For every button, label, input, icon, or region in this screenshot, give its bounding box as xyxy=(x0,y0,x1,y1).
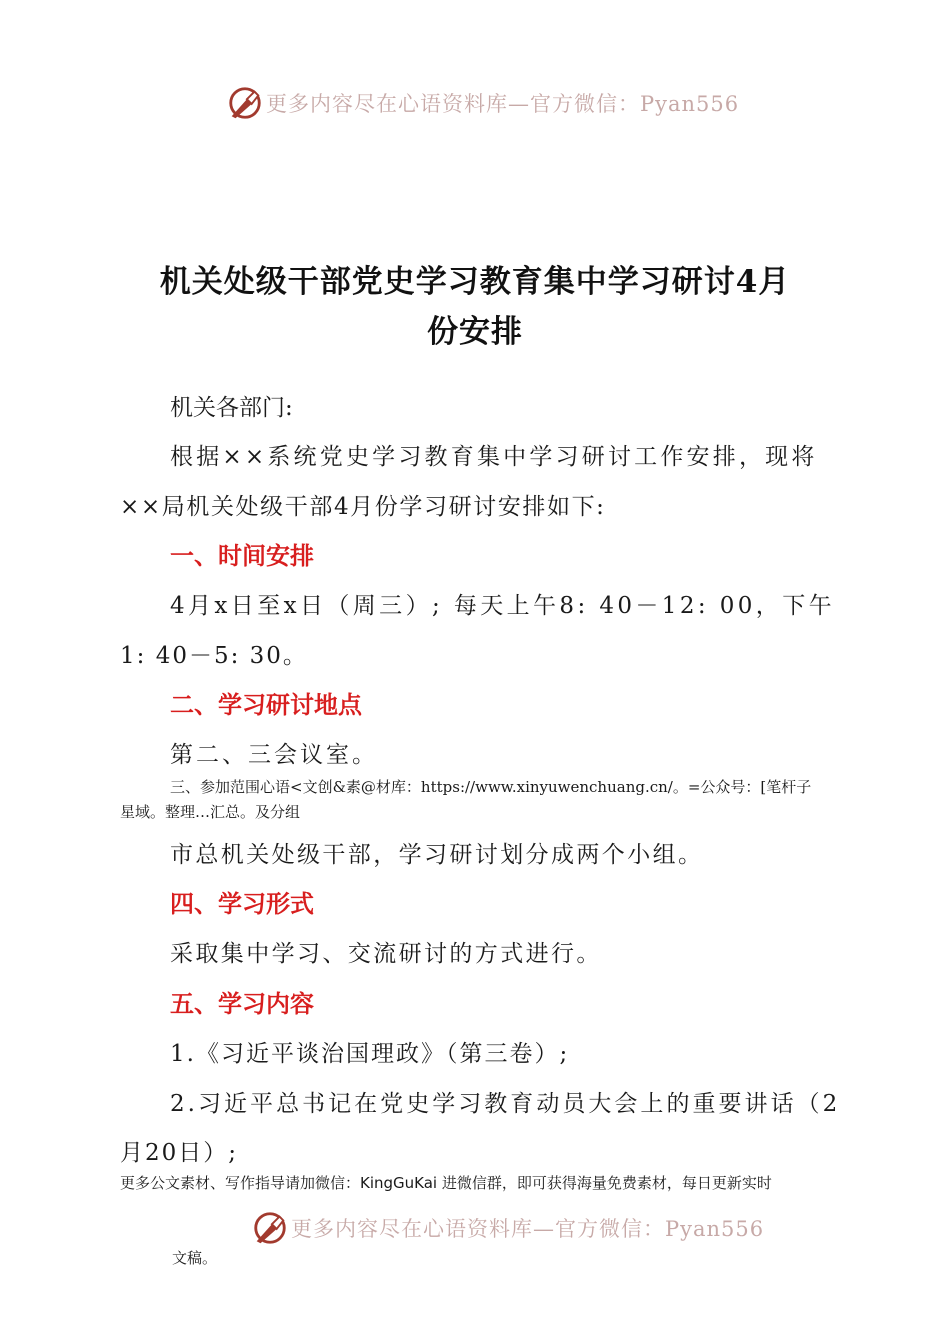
intro-line-2: ××局机关处级干部4月份学习研讨安排如下: xyxy=(120,494,606,520)
section-scope-text: 市总机关处级干部，学习研讨划分成两个小组。 xyxy=(170,842,704,868)
salutation: 机关各部门: xyxy=(170,395,293,421)
footer-note-line-1: 更多公文素材、写作指导请加微信：KingGuKai 进微信群，即可获得海量免费素材，每日更新实时 xyxy=(120,1174,772,1192)
document-title-line2: 份安排 xyxy=(427,314,523,350)
section-location-text: 第二、三会议室。 xyxy=(170,742,378,768)
watermark-text: 更多内容尽在心语资料库—官方微信：Pyan556 xyxy=(266,92,740,116)
section-time-line-1: 4月x日至x日（周三）; 每天上午8: 40－12: 00，下午 xyxy=(170,593,835,619)
intro-line-1: 根据××系统党史学习教育集中学习研讨工作安排，现将 xyxy=(170,444,818,470)
section-format-text: 采取集中学习、交流研讨的方式进行。 xyxy=(170,941,602,967)
document-title-line1: 机关处级干部党史学习教育集中学习研讨4月 xyxy=(159,264,791,300)
section-heading-content: 五、学习内容 xyxy=(170,990,314,1018)
content-item-1: 1.《习近平谈治国理政》（第三卷）; xyxy=(170,1041,570,1067)
content-item-2-line-1: 2.习近平总书记在党史学习教育动员大会上的重要讲话（2 xyxy=(170,1091,841,1117)
watermark-text: 更多内容尽在心语资料库—官方微信：Pyan556 xyxy=(291,1217,765,1241)
section-scope-line-2: 星域。整理…汇总。及分组 xyxy=(120,803,301,821)
section-scope-line-1: 三、参加范围心语<文创&素@材库：https://www.xinyuwenchuang.cn/。=公众号：[笔杆子 xyxy=(170,778,812,796)
watermark-bottom xyxy=(251,1209,764,1247)
pen-nib-logo-icon xyxy=(251,1209,289,1247)
section-time-line-2: 1: 40－5: 30。 xyxy=(120,643,308,669)
watermark-top xyxy=(226,84,739,122)
section-heading-format: 四、学习形式 xyxy=(170,890,314,918)
section-heading-time: 一、时间安排 xyxy=(170,542,314,570)
pen-nib-logo-icon xyxy=(226,84,264,122)
footer-note-line-2: 文稿。 xyxy=(172,1249,218,1267)
section-heading-location: 二、学习研讨地点 xyxy=(170,691,362,719)
content-item-2-line-2: 月20日）; xyxy=(120,1140,239,1166)
